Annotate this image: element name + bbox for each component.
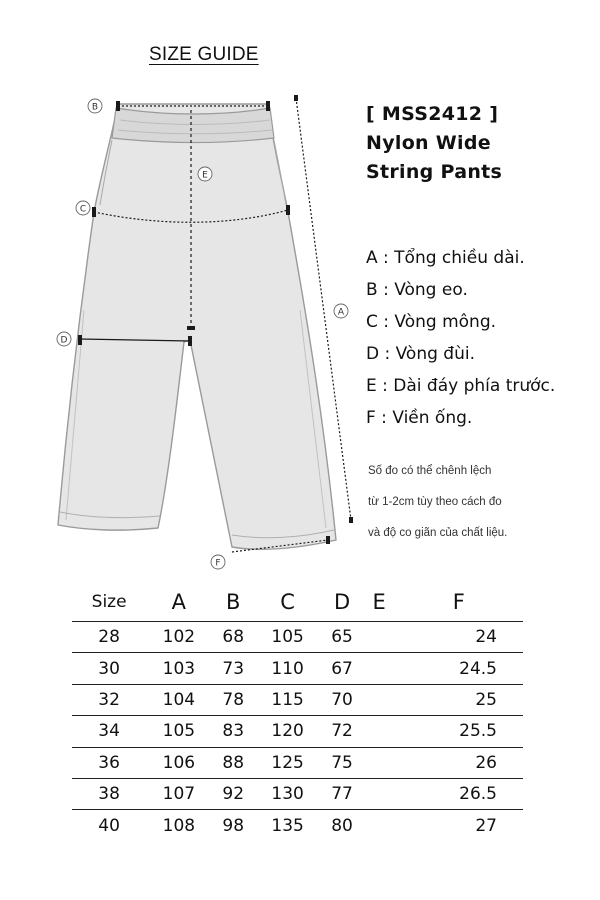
size-table [72,582,523,841]
note-line: Số đo có thể chênh lệch [368,465,492,477]
header-c: C [255,582,320,622]
marker-e [198,167,212,181]
cell-b: 68 [211,622,255,653]
table-row [72,622,523,653]
cell-b: 92 [211,778,255,809]
cell-f: 26 [395,747,523,778]
svg-text:F: F [215,558,221,569]
cell-b: 83 [211,716,255,747]
cell-d: 77 [320,778,364,809]
measurement-legend [366,242,555,434]
header-a: A [146,582,211,622]
cell-f: 24.5 [395,653,523,684]
cell-a: 102 [146,622,211,653]
table-header-row [72,582,523,622]
cell-d: 80 [331,815,353,836]
cell-b: 88 [211,747,255,778]
svg-text:D: D [60,335,68,346]
table-row [72,778,523,809]
legend-item-b: B : Vòng eo. [366,280,468,300]
cell-size: 40 [98,815,120,836]
cell-c: 130 [255,778,320,809]
product-name [366,100,502,187]
cell-b: 73 [211,653,255,684]
cell-b: 98 [222,815,245,836]
cell-c: 105 [255,622,320,653]
cell-a: 104 [146,684,211,715]
cell-d: 67 [320,653,364,684]
header-f: F [395,582,523,622]
cell-size: 34 [72,716,146,747]
legend-item-c: C : Vòng mông. [366,312,497,332]
cell-b: 78 [211,684,255,715]
cell-a: 108 [162,815,196,836]
cell-f: 25.5 [395,716,523,747]
legend-item-f: F : Viền ống. [366,408,473,428]
legend-item-d: D : Vòng đùi. [366,344,475,364]
cell-a: 103 [146,653,211,684]
svg-text:E: E [202,170,208,181]
cell-e [364,716,395,747]
cell-a: 107 [146,778,211,809]
table-row [72,684,523,715]
cell-d: 72 [320,716,364,747]
legend-item-a: A : Tổng chiều dài. [366,248,525,268]
cell-c: 125 [255,747,320,778]
cell-size: 32 [72,684,146,715]
marker-c [76,201,90,215]
table-row [72,716,523,747]
product-code: [ MSS2412 ] [366,103,499,125]
table-row [72,810,523,841]
header-e: E [364,582,395,622]
cell-a: 106 [146,747,211,778]
svg-text:B: B [91,102,99,113]
product-name-line2: String Pants [366,161,503,183]
cell-e [364,810,395,841]
cell-size: 28 [72,622,146,653]
cell-d: 70 [320,684,364,715]
page-title: SIZE GUIDE [149,44,259,65]
svg-text:C: C [79,204,87,215]
measurement-note [368,456,507,549]
cell-f: 27 [475,815,497,836]
cell-e [364,653,395,684]
pants-outline [58,104,336,549]
marker-d [57,332,71,346]
cell-c: 115 [255,684,320,715]
header-size: Size [72,582,146,622]
marker-f [211,555,225,569]
marker-a [334,304,348,318]
cell-f: 24 [395,622,523,653]
cell-d: 65 [320,622,364,653]
table-row [72,653,523,684]
cell-size: 36 [72,747,146,778]
header-d: D [320,582,364,622]
cell-a: 105 [146,716,211,747]
marker-b [88,99,102,113]
cell-size: 38 [72,778,146,809]
cell-c: 135 [271,815,304,836]
cell-f: 25 [395,684,523,715]
legend-item-e: E : Dài đáy phía trước. [366,376,556,396]
pants-diagram [0,80,370,580]
note-line: và độ co giãn của chất liệu. [368,527,508,539]
note-line: từ 1-2cm tùy theo cách đo [368,496,502,508]
product-name-line1: Nylon Wide [366,132,491,154]
header-b: B [211,582,255,622]
cell-c: 110 [255,653,320,684]
cell-e [364,684,395,715]
cell-e [364,747,395,778]
cell-c: 120 [255,716,320,747]
cell-e [364,778,395,809]
cell-d: 75 [320,747,364,778]
table-row [72,747,523,778]
cell-f: 26.5 [395,778,523,809]
cell-e [364,622,395,653]
svg-text:A: A [337,307,345,318]
cell-size: 30 [72,653,146,684]
